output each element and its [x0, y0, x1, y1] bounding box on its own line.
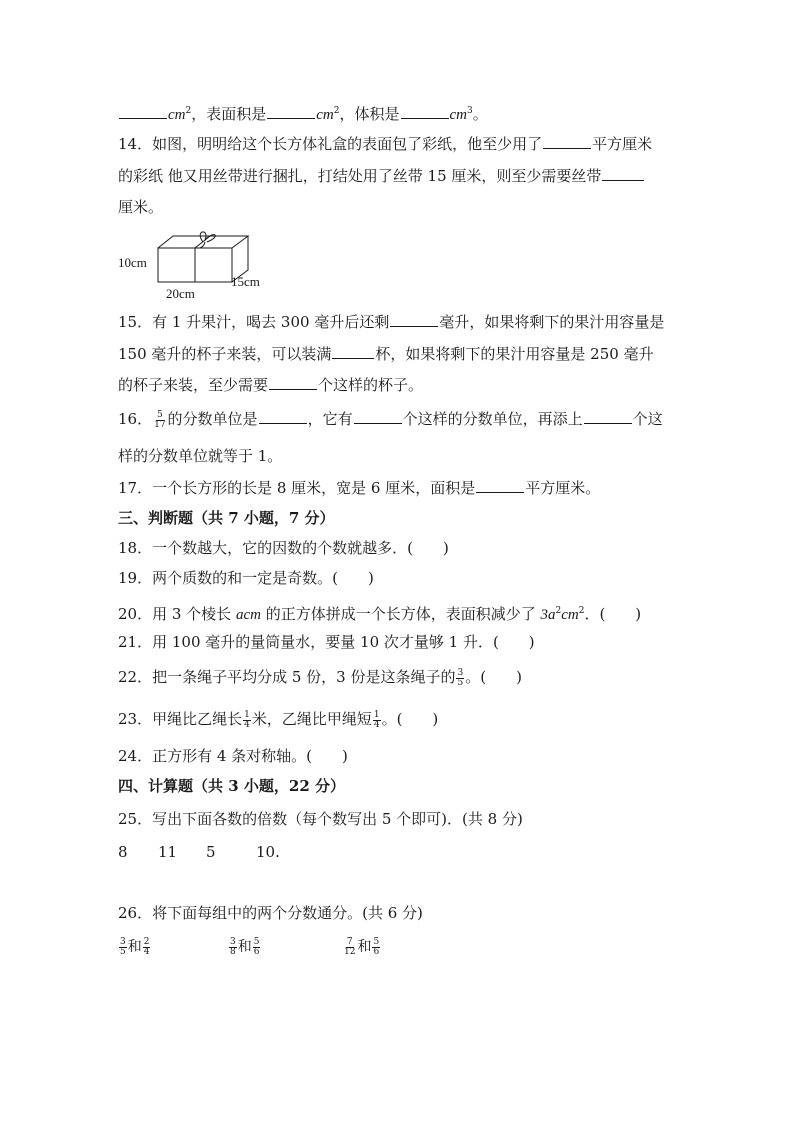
answer-blank[interactable]	[401, 104, 449, 119]
answer-blank[interactable]	[267, 104, 315, 119]
answer-blank[interactable]	[602, 166, 644, 181]
question-23: 23．甲绳比乙绳长 $\frac{1}{4}$ 米，乙绳比甲绳短 $\frac{1}{4}$ 。( )	[118, 709, 439, 730]
question-17: 17．一个长方形的长是 8 厘米，宽是 6 厘米，面积是 平方厘米。	[118, 479, 601, 497]
question-14-line-1: 14．如图，明明给这个长方体礼盒的表面包了彩纸，他至少用了 平方厘米	[118, 135, 653, 153]
question-22: 22．把一条绳子平均分成 5 份，3 份是这条绳子的 $\frac{3}{5}$ 。( )	[118, 667, 522, 688]
question-14-line-2: 的彩纸 他又用丝带进行捆扎，打结处用了丝带 15 厘米，则至少需要丝带	[118, 166, 645, 186]
number-item: 11	[158, 843, 178, 861]
fraction: $\frac{1}{4}$	[373, 709, 380, 730]
fraction-pair: $\frac{3}{5}$ 和 $\frac{2}{4}$	[120, 936, 150, 957]
question-21: 21．用 100 毫升的量筒量水，要量 10 次才量够 1 升．( )	[118, 633, 535, 651]
question-26-fractions	[118, 937, 381, 957]
question-15-line-3: 的杯子来装，至少需要 个这样的杯子。	[118, 376, 424, 394]
fraction-pair: $\frac{7}{12}$ 和 $\frac{5}{6}$	[344, 936, 380, 957]
question-20: 20．用 3 个棱长 acm 的正方体拼成一个长方体，表面积减少了 $3a^2cm^2$．( )	[118, 605, 642, 623]
section-4-heading: 四、计算题（共 3 小题，22 分）	[118, 777, 345, 795]
fraction-pair: $\frac{3}{8}$ 和 $\frac{5}{6}$	[230, 936, 260, 957]
gift-box-figure	[118, 226, 268, 304]
fraction: $\frac{1}{4}$	[244, 709, 250, 730]
answer-blank[interactable]	[332, 344, 374, 359]
question-24: 24．正方形有 4 条对称轴。( )	[118, 747, 348, 765]
fraction: $\frac{3}{5}$	[457, 667, 464, 688]
section-3-heading: 三、判断题（共 7 小题，7 分）	[118, 509, 335, 527]
width-label: 15cm	[231, 274, 260, 289]
question-16-line-1: 16． $\frac{5}{17}$ 的分数单位是 ，它有 个这样的分数单位，再添上 个这	[118, 409, 663, 430]
answer-blank[interactable]	[354, 409, 402, 424]
question-14-line-3: 厘米。	[118, 198, 164, 216]
number-item: 10.	[256, 843, 280, 861]
question-25-numbers	[118, 842, 280, 862]
question-15-line-1: 15．有 1 升果汁，喝去 300 毫升后还剩 毫升，如果将剩下的果汁用容量是	[118, 313, 665, 331]
question-18: 18．一个数越大，它的因数的个数就越多．( )	[118, 539, 449, 557]
question-25: 25．写出下面各数的倍数（每个数写出 5 个即可)．(共 8 分)	[118, 810, 523, 828]
answer-blank[interactable]	[119, 104, 167, 119]
answer-blank[interactable]	[390, 312, 438, 327]
question-16-line-2: 样的分数单位就等于 1。	[118, 447, 283, 465]
answer-line-top: $cm^2$，表面积是 $cm^2$，体积是 $cm^3$。	[118, 101, 488, 125]
answer-blank[interactable]	[269, 375, 317, 390]
answer-blank[interactable]	[259, 409, 307, 424]
answer-blank[interactable]	[476, 478, 524, 493]
question-19: 19．两个质数的和一定是奇数。( )	[118, 569, 374, 587]
question-26: 26．将下面每组中的两个分数通分。(共 6 分)	[118, 904, 423, 922]
number-item: 5	[206, 843, 216, 861]
height-label: 10cm	[118, 255, 147, 270]
number-item: 8	[118, 843, 128, 861]
question-15-line-2: 150 毫升的杯子来装，可以装满 杯，如果将剩下的果汁用容量是 250 毫升	[118, 345, 654, 363]
length-label: 20cm	[166, 286, 195, 301]
fraction: $\frac{5}{17}$	[154, 409, 166, 430]
answer-blank[interactable]	[584, 409, 632, 424]
answer-blank[interactable]	[543, 134, 591, 149]
